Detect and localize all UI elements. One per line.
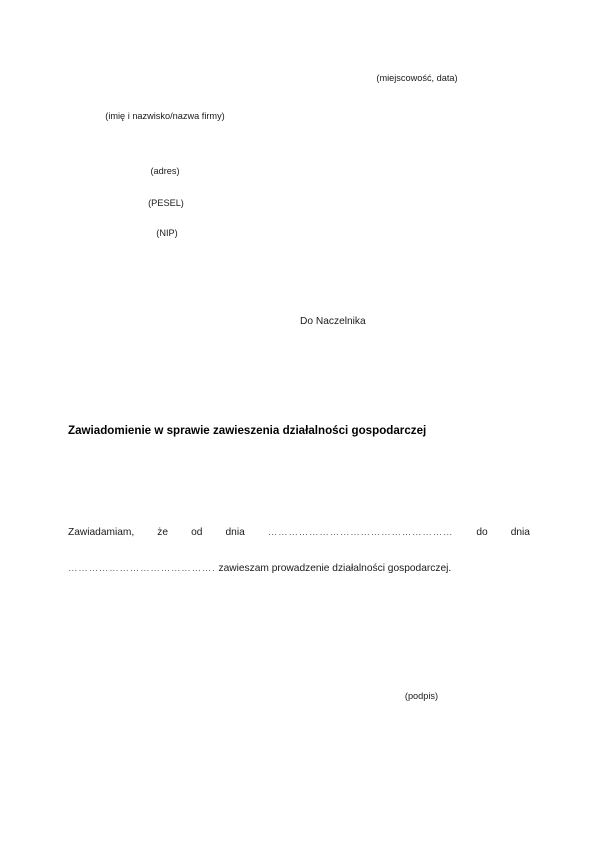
- name-dotted-line[interactable]: [68, 108, 262, 109]
- place-date-dotted-line[interactable]: [303, 70, 531, 71]
- pesel-caption: (PESEL): [148, 198, 184, 208]
- address-field: [68, 164, 262, 177]
- addressee-text: Do Naczelnika: [300, 316, 366, 327]
- nip-caption: (NIP): [156, 228, 178, 238]
- pesel-field: [68, 199, 262, 209]
- place-date-caption: (miejscowość, data): [376, 73, 458, 83]
- address-dotted-line[interactable]: [68, 164, 262, 165]
- nip-field: [68, 229, 262, 239]
- signature-caption: (podpis): [404, 691, 439, 701]
- body-line-2-suffix: zawieszam prowadzenie działalności gospodarczej.: [218, 563, 452, 574]
- body-paragraph: [68, 515, 530, 587]
- identity-block: [68, 108, 262, 239]
- address-line-1-dotted-line[interactable]: [68, 146, 262, 147]
- name-caption: (imię i nazwisko/nazwa firmy): [105, 111, 225, 121]
- page-title: [68, 420, 530, 441]
- signature-dotted-line[interactable]: [325, 688, 518, 689]
- place-date-field: [303, 70, 531, 84]
- signature-field: [325, 688, 518, 702]
- page-title-text: Zawiadomienie w sprawie zawieszenia działalności gospodarczej: [68, 424, 427, 437]
- start-date-dotted-line[interactable]: ………………………………………………: [267, 527, 454, 538]
- name-field: [68, 108, 262, 122]
- body-line-1-suffix: do dnia: [476, 527, 530, 538]
- body-line-1-prefix: Zawiadamiam, że od dnia: [68, 527, 245, 538]
- address-caption: (adres): [150, 166, 180, 176]
- end-date-dotted-line[interactable]: …………………………………….: [68, 563, 216, 574]
- address-line-1-field: [68, 146, 262, 147]
